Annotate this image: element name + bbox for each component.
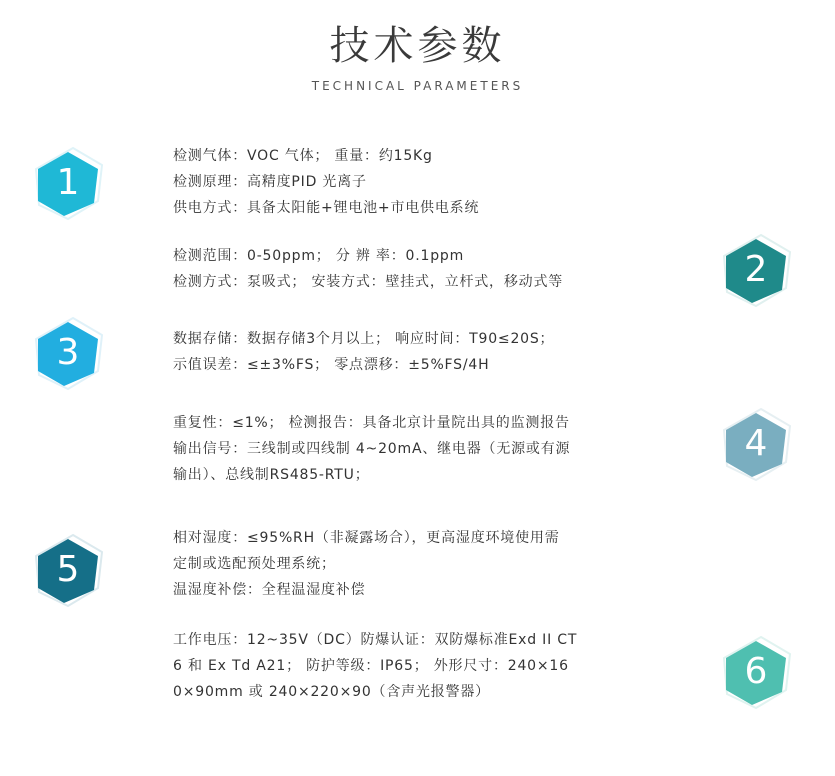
section-4	[173, 410, 613, 488]
spec-line: 检测原理：高精度PID 光离子	[173, 174, 367, 190]
number-badge-6	[716, 632, 796, 712]
section-2	[173, 243, 613, 295]
badge-number: 2	[744, 249, 768, 290]
spec-line: 相对湿度：≤95%RH（非凝露场合），更高湿度环境使用需	[173, 530, 560, 546]
number-badge-3	[28, 313, 108, 393]
spec-line: 6 和 Ex Td A21； 防护等级：IP65； 外形尺寸：240×16	[173, 658, 569, 674]
number-badge-5	[28, 530, 108, 610]
spec-line: 定制或选配预处理系统；	[173, 556, 336, 572]
section-5	[173, 525, 613, 603]
section-6	[173, 627, 613, 705]
spec-line: 输出）、总线制RS485-RTU；	[173, 467, 370, 483]
page-subtitle: TECHNICAL PARAMETERS	[311, 79, 524, 93]
spec-line: 检测范围：0-50ppm； 分 辨 率：0.1ppm	[173, 248, 465, 264]
badge-number: 4	[744, 423, 768, 464]
page-title: 技术参数	[329, 23, 506, 69]
spec-line: 检测气体：VOC 气体； 重量：约15Kg	[173, 148, 433, 164]
number-badge-4	[716, 404, 796, 484]
spec-line: 0×90mm 或 240×220×90（含声光报警器）	[173, 684, 490, 700]
number-badge-2	[716, 230, 796, 310]
badge-number: 3	[56, 332, 80, 373]
spec-line: 供电方式：具备太阳能+锂电池+市电供电系统	[173, 200, 480, 216]
badge-number: 5	[56, 549, 80, 590]
section-1	[173, 143, 613, 221]
spec-line: 工作电压：12~35V（DC）防爆认证：双防爆标准Exd II CT	[173, 632, 578, 648]
spec-line: 输出信号：三线制或四线制 4~20mA、继电器（无源或有源	[173, 441, 571, 457]
badge-number: 6	[744, 651, 768, 692]
spec-line: 温湿度补偿：全程温湿度补偿	[173, 582, 366, 598]
spec-line: 示值误差：≤±3%FS； 零点漂移：±5%FS/4H	[173, 357, 490, 373]
badge-number: 1	[56, 162, 80, 203]
spec-line: 重复性：≤1%； 检测报告：具备北京计量院出具的监测报告	[173, 415, 570, 431]
spec-line: 检测方式：泵吸式； 安装方式：壁挂式，立杆式，移动式等	[173, 274, 564, 290]
number-badge-1	[28, 143, 108, 223]
section-3	[173, 326, 613, 378]
spec-line: 数据存储：数据存储3个月以上； 响应时间：T90≤20S；	[173, 331, 555, 347]
